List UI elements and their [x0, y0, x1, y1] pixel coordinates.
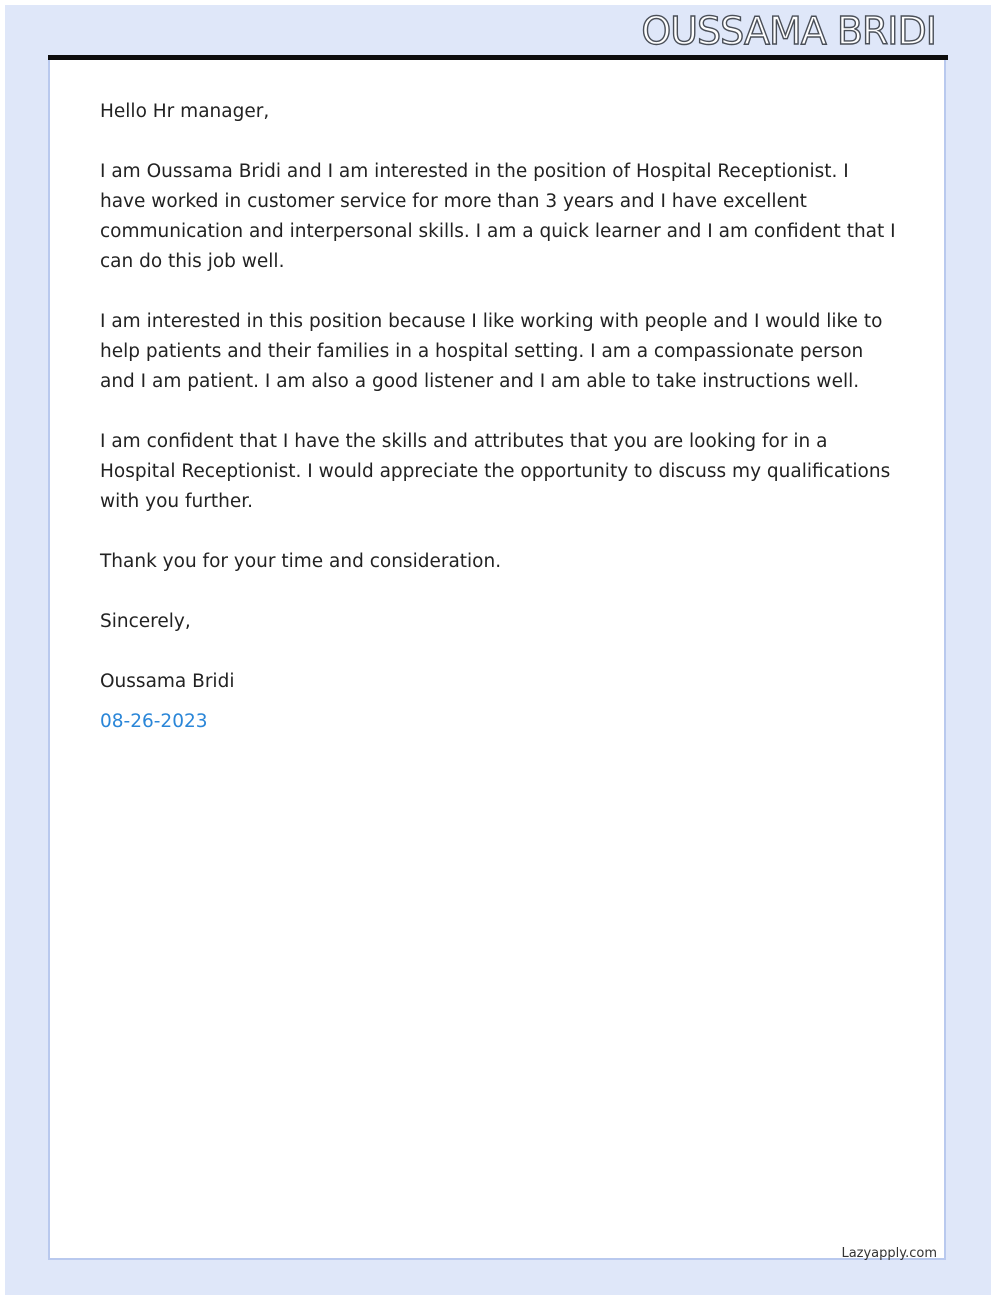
- applicant-name-header: OUSSAMA BRIDI: [641, 9, 936, 53]
- letter-date: 08-26-2023: [100, 711, 208, 732]
- paragraph-intro: I am Oussama Bridi and I am interested in the position of Hospital Receptionist. I have worked in customer service for more than 3 years and I have excellent communication and interpersonal skills. I am a quick learner and I am confident that I can do this job well.: [100, 161, 896, 272]
- closing: Sincerely,: [100, 611, 191, 632]
- paragraph-confidence: I am confident that I have the skills and attributes that you are looking for in a Hospital Receptionist. I would appreciate the opportunity to discuss my qualifications with you further.: [100, 431, 891, 512]
- footer-site-credit: Lazyapply.com: [841, 1246, 937, 1261]
- header-rule: [48, 55, 948, 60]
- paragraph-motivation: I am interested in this position because I like working with people and I would like to help patients and their families in a hospital setting. I am a compassionate person and I am patient. I am also a good listener and I am able to take instructions well.: [100, 311, 883, 392]
- signature-name: Oussama Bridi: [100, 671, 235, 692]
- paragraph-thanks: Thank you for your time and consideration.: [100, 551, 502, 572]
- greeting: Hello Hr manager,: [100, 101, 270, 122]
- letter-body: [100, 97, 900, 737]
